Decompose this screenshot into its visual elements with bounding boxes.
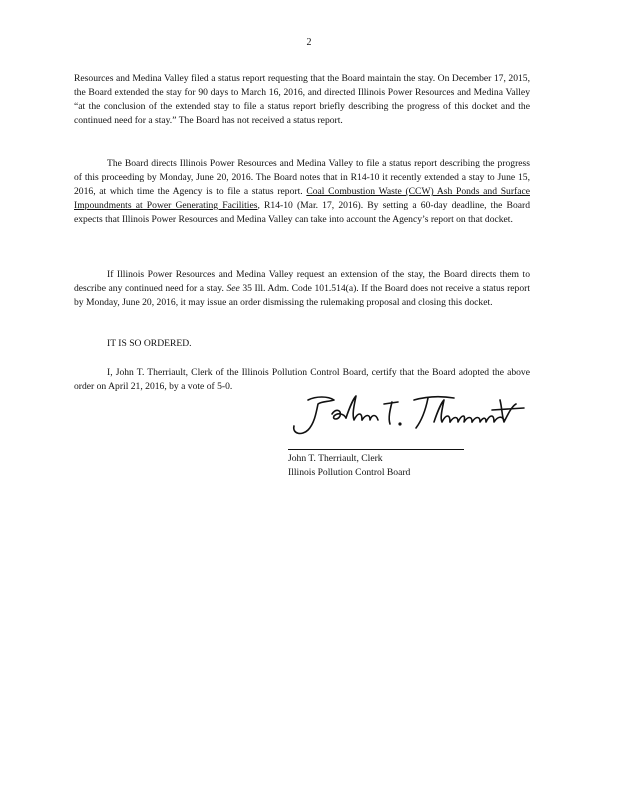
paragraph-directive-text — [74, 157, 530, 227]
order-statement — [74, 337, 530, 351]
directive-text-before: The Board directs Illinois Power Resources and Medina Valley to file a status report describing the progress of this proceeding by Monday, June 20, 2016. The Board notes that in R14-10 it recently extended a stay to June 15, 2016, at which time the Agency is to file a status report. — [74, 158, 530, 197]
order-statement-text: IT IS SO ORDERED. — [107, 338, 192, 349]
directive-text-after: , R14-10 (Mar. 17, 2016). By setting a 60-day deadline, the Board expects that Illinois Power Resources and Medina Valley can take into account the Agency’s report on that docket. — [74, 200, 530, 225]
extension-text-before: If Illinois Power Resources and Medina Valley request an extension of the stay, the Board directs them to describe any continued need for a stay. — [74, 269, 530, 294]
handwritten-signature — [288, 392, 528, 438]
signer-organization: Illinois Pollution Control Board — [288, 467, 411, 478]
paragraph-extension-text — [74, 268, 530, 310]
page-number: 2 — [306, 37, 312, 48]
case-title-underlined: Coal Combustion Waste (CCW) Ash Ponds and Surface Impoundments at Power Generating Facilities — [74, 186, 530, 211]
see-citation-signal: See — [226, 283, 240, 294]
signature-block — [288, 452, 528, 480]
paragraph-status-history-text: Resources and Medina Valley filed a status report requesting that the Board maintain the stay. On December 17, 2015, the Board extended the stay for 90 days to March 16, 2016, and directed Illinois Power Resources and Medina Valley “at the conclusion of the extended stay to file a status report briefly describing the progress of this docket and the continued need for a stay.” The Board has not received a status report. — [74, 73, 530, 126]
signer-name-title: John T. Therriault, Clerk — [288, 453, 383, 464]
paragraph-extension — [74, 268, 530, 310]
certification-paragraph — [74, 366, 530, 394]
paragraph-status-history — [74, 72, 530, 128]
signature-line — [288, 449, 464, 450]
paragraph-directive — [74, 157, 530, 227]
certification-text: I, John T. Therriault, Clerk of the Illinois Pollution Control Board, certify that the Board adopted the above order on April 21, 2016, by a vote of 5-0. — [74, 367, 530, 392]
extension-text-after: 35 Ill. Adm. Code 101.514(a). If the Board does not receive a status report by Monday, June 20, 2016, it may issue an order dismissing the rulemaking proposal and closing this docket. — [74, 283, 530, 308]
